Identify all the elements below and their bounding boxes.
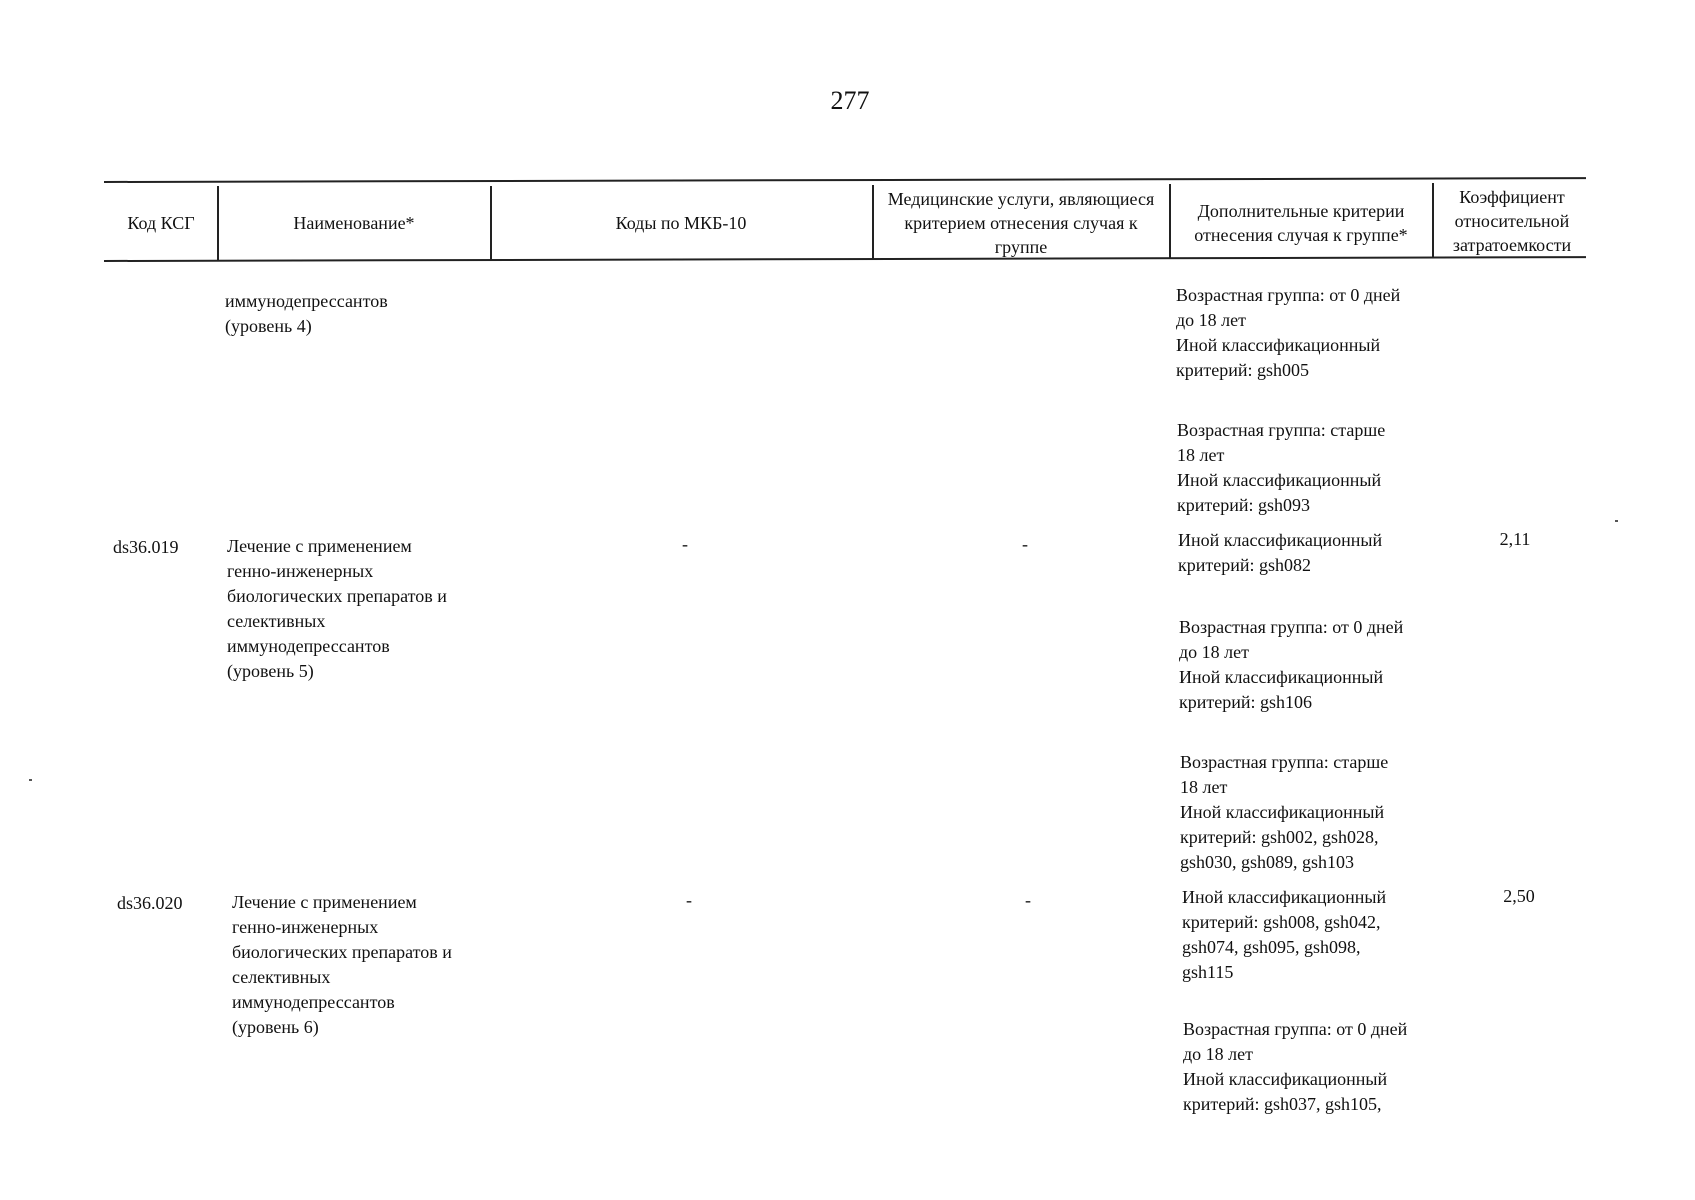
name-cell: Лечение с применением генно-инженерных биологических препаратов и селективных иммунодепрессантов (уровень 5) bbox=[227, 536, 447, 681]
criteria-cell: Возрастная группа: от 0 дней до 18 лет Иной классификационный критерий: gsh037, gsh105, bbox=[1183, 1019, 1408, 1114]
header-top-border bbox=[104, 177, 1586, 183]
column-divider bbox=[1169, 184, 1171, 259]
page-number: 277 bbox=[830, 86, 870, 115]
header-criteria: Дополнительные критерии отнесения случая к группе* bbox=[1194, 201, 1408, 245]
name-cell: Лечение с применением генно-инженерных биологических препаратов и селективных иммунодепрессантов (уровень 6) bbox=[232, 892, 452, 1037]
code-cell: ds36.019 bbox=[113, 537, 179, 557]
header-coefficient: Коэффициент относительной затратоемкости bbox=[1452, 187, 1572, 255]
mkb-cell: - bbox=[686, 890, 692, 910]
criteria-cell: Возрастная группа: от 0 дней до 18 лет Иной классификационный критерий: gsh106 bbox=[1179, 617, 1404, 712]
criteria-cell: Иной классификационный критерий: gsh082 bbox=[1178, 530, 1383, 575]
name-cell: иммунодепрессантов (уровень 4) bbox=[225, 291, 388, 336]
header-mkb: Коды по МКБ-10 bbox=[615, 213, 747, 233]
scan-speck bbox=[29, 779, 32, 781]
criteria-cell: Возрастная группа: старше 18 лет Иной классификационный критерий: gsh093 bbox=[1177, 420, 1386, 515]
coefficient-cell: 2,11 bbox=[1499, 529, 1531, 549]
scan-speck bbox=[1615, 520, 1618, 522]
criteria-cell: Возрастная группа: старше 18 лет Иной классификационный критерий: gsh002, gsh028, gsh030, gsh089, gsh103 bbox=[1180, 752, 1389, 872]
criteria-cell: Возрастная группа: от 0 дней до 18 лет Иной классификационный критерий: gsh005 bbox=[1176, 285, 1401, 380]
column-divider bbox=[1432, 183, 1434, 258]
column-divider bbox=[872, 185, 874, 260]
services-cell: - bbox=[1022, 534, 1028, 554]
coefficient-cell: 2,50 bbox=[1503, 886, 1535, 906]
header-services: Медицинские услуги, являющиеся критерием отнесения случая к группе bbox=[887, 189, 1155, 257]
header-code: Код КСГ bbox=[127, 213, 195, 233]
services-cell: - bbox=[1025, 890, 1031, 910]
code-cell: ds36.020 bbox=[117, 893, 183, 913]
header-name: Наименование* bbox=[293, 213, 415, 233]
mkb-cell: - bbox=[682, 534, 688, 554]
criteria-cell: Иной классификационный критерий: gsh008, gsh042, gsh074, gsh095, gsh098, gsh115 bbox=[1182, 887, 1387, 982]
